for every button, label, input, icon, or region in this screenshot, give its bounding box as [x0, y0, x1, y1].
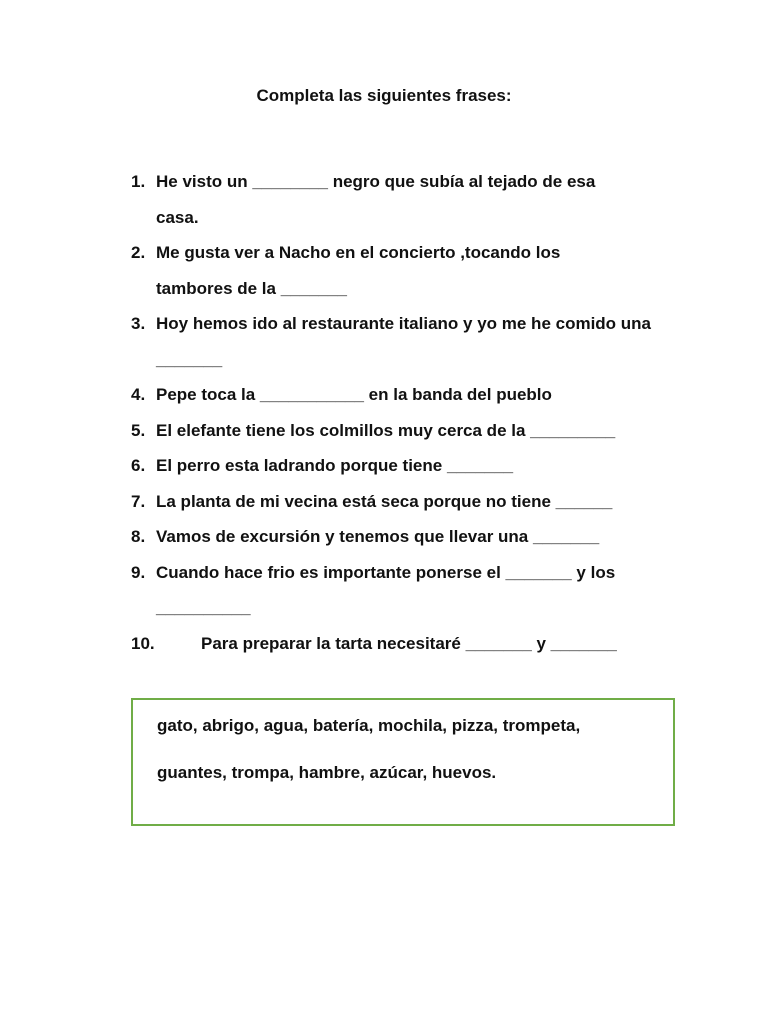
- sentence-item: [131, 164, 626, 235]
- sentence-item: [131, 413, 691, 449]
- worksheet-title: Completa las siguientes frases:: [256, 86, 512, 105]
- sentence-text: Hoy hemos ido al restaurante italiano y yo me he comido una _______: [156, 314, 652, 369]
- sentence-text: He visto un ________ negro que subía al tejado de esa casa.: [156, 172, 596, 227]
- sentence-list: [131, 164, 691, 661]
- sentence-text: El perro esta ladrando porque tiene _______: [156, 456, 514, 475]
- item-number: 9.: [131, 562, 146, 582]
- item-number: 7.: [131, 491, 146, 511]
- sentence-item: [131, 555, 656, 626]
- sentence-item: [131, 235, 586, 306]
- item-number: 1.: [131, 172, 146, 191]
- sentence-item: [131, 626, 691, 662]
- sentence-item: [131, 306, 651, 377]
- item-number: 4.: [131, 385, 146, 404]
- sentence-text: Vamos de excursión y tenemos que llevar una _______: [156, 527, 600, 546]
- item-number: 5.: [131, 420, 146, 440]
- sentence-item: [131, 377, 691, 413]
- sentence-text: La planta de mi vecina está seca porque no tiene ______: [156, 491, 613, 511]
- item-number: 8.: [131, 527, 146, 546]
- item-number: 6.: [131, 456, 146, 475]
- sentence-text: Para preparar la tarta necesitaré _______ y _______: [201, 633, 617, 653]
- sentence-text: Cuando hace frio es importante ponerse el _______ y los __________: [156, 562, 616, 617]
- word-bank-line: guantes, trompa, hambre, azúcar, huevos.: [157, 763, 497, 782]
- item-number: 10.: [131, 633, 155, 653]
- word-bank-line: gato, abrigo, agua, batería, mochila, pizza, trompeta,: [157, 716, 581, 735]
- item-number: 2.: [131, 243, 146, 262]
- word-bank-box: [131, 698, 675, 826]
- sentence-item: [131, 519, 691, 555]
- sentence-item: [131, 448, 691, 484]
- sentence-text: El elefante tiene los colmillos muy cerca de la _________: [156, 420, 616, 440]
- sentence-item: [131, 484, 691, 520]
- sentence-text: Me gusta ver a Nacho en el concierto ,tocando los tambores de la _______: [156, 243, 561, 298]
- item-number: 3.: [131, 314, 146, 333]
- sentence-text: Pepe toca la ___________ en la banda del pueblo: [156, 385, 552, 404]
